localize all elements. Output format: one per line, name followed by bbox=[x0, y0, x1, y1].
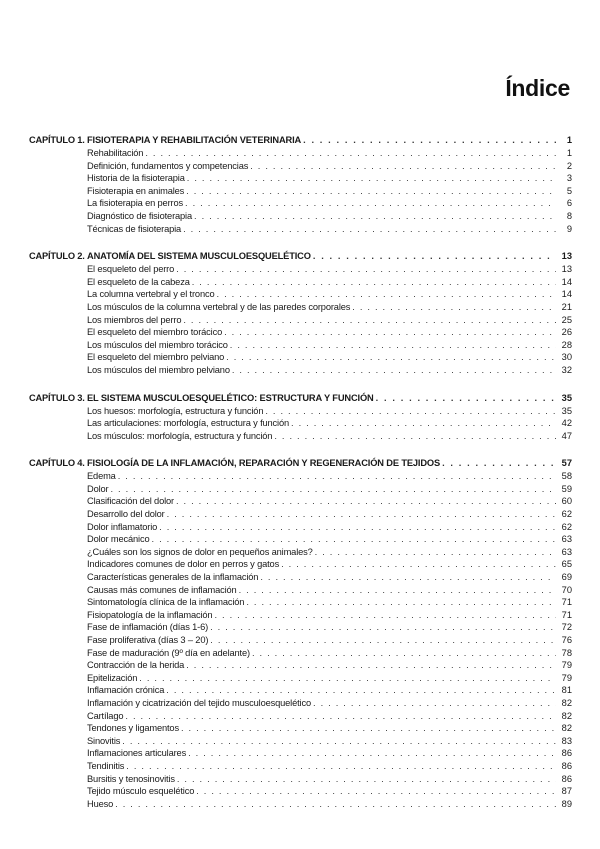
toc-entry[interactable] bbox=[29, 596, 572, 609]
chapter-page-number: 57 bbox=[561, 458, 572, 469]
dot-leader bbox=[145, 147, 556, 160]
entry-title: Fase de inflamación (días 1-6) bbox=[87, 622, 209, 633]
entry-page-number: 78 bbox=[561, 647, 572, 658]
entry-page-number: 8 bbox=[566, 210, 572, 221]
entry-title: Dolor inflamatorio bbox=[87, 521, 158, 532]
entry-title: Los músculos del miembro pelviano bbox=[87, 364, 230, 375]
dot-leader bbox=[196, 785, 556, 798]
dot-leader bbox=[122, 735, 556, 748]
toc-entry[interactable] bbox=[29, 760, 572, 773]
toc-entry[interactable] bbox=[29, 584, 572, 597]
dot-leader bbox=[159, 521, 556, 534]
dot-leader bbox=[260, 571, 556, 584]
entry-page-number: 82 bbox=[561, 697, 572, 708]
chapter-heading[interactable] bbox=[29, 250, 572, 263]
toc-entry[interactable] bbox=[29, 634, 572, 647]
entry-page-number: 9 bbox=[566, 223, 572, 234]
toc-entry[interactable] bbox=[29, 722, 572, 735]
dot-leader bbox=[232, 364, 556, 377]
entry-page-number: 71 bbox=[561, 609, 572, 620]
toc-entry[interactable] bbox=[29, 747, 572, 760]
entry-title: Los músculos del miembro torácico bbox=[87, 339, 228, 350]
toc-entry[interactable] bbox=[29, 735, 572, 748]
dot-leader bbox=[192, 276, 556, 289]
dot-leader bbox=[226, 351, 556, 364]
dot-leader bbox=[194, 210, 556, 223]
dot-leader bbox=[224, 326, 556, 339]
dot-leader bbox=[442, 457, 556, 470]
dot-leader bbox=[291, 417, 556, 430]
entry-title: El esqueleto del perro bbox=[87, 264, 175, 275]
page-title: Índice bbox=[505, 75, 570, 102]
chapter-section bbox=[29, 457, 572, 810]
toc-entry[interactable] bbox=[29, 609, 572, 622]
toc-entry[interactable] bbox=[29, 508, 572, 521]
chapter-section bbox=[29, 250, 572, 376]
entry-page-number: 82 bbox=[561, 710, 572, 721]
entry-page-number: 79 bbox=[561, 672, 572, 683]
chapter-section bbox=[29, 134, 572, 235]
chapter-section bbox=[29, 392, 572, 443]
toc-entry[interactable] bbox=[29, 621, 572, 634]
entry-page-number: 42 bbox=[561, 418, 572, 429]
entry-title: Cartílago bbox=[87, 710, 124, 721]
entry-title: ¿Cuáles son los signos de dolor en pequeños animales? bbox=[87, 546, 313, 557]
entry-title: Dolor mecánico bbox=[87, 534, 150, 545]
entry-title: Sintomatología clínica de la inflamación bbox=[87, 597, 245, 608]
chapter-label: CAPÍTULO 4. bbox=[29, 458, 85, 469]
toc-entry[interactable] bbox=[29, 364, 572, 377]
entry-page-number: 60 bbox=[561, 496, 572, 507]
entry-page-number: 86 bbox=[561, 760, 572, 771]
entry-title: La columna vertebral y el tronco bbox=[87, 289, 215, 300]
entry-title: El esqueleto del miembro torácico bbox=[87, 327, 223, 338]
dot-leader bbox=[246, 596, 556, 609]
dot-leader bbox=[183, 314, 556, 327]
dot-leader bbox=[110, 483, 556, 496]
dot-leader bbox=[217, 288, 557, 301]
toc-entry[interactable] bbox=[29, 210, 572, 223]
entry-title: Tendones y ligamentos bbox=[87, 723, 179, 734]
chapter-title: FISIOTERAPIA Y REHABILITACIÓN VETERINARIA bbox=[87, 135, 302, 145]
entry-page-number: 62 bbox=[561, 509, 572, 520]
entry-page-number: 59 bbox=[561, 483, 572, 494]
dot-leader bbox=[176, 495, 556, 508]
dot-leader bbox=[186, 185, 556, 198]
dot-leader bbox=[176, 263, 556, 276]
dot-leader bbox=[177, 773, 556, 786]
toc-entry[interactable] bbox=[29, 571, 572, 584]
dot-leader bbox=[352, 301, 556, 314]
entry-page-number: 47 bbox=[561, 430, 572, 441]
dot-leader bbox=[376, 392, 556, 405]
entry-page-number: 2 bbox=[566, 160, 572, 171]
entry-page-number: 1 bbox=[566, 148, 572, 158]
entry-page-number: 70 bbox=[561, 584, 572, 595]
entry-page-number: 87 bbox=[561, 786, 572, 797]
toc-entry[interactable] bbox=[29, 495, 572, 508]
dot-leader bbox=[126, 760, 556, 773]
entry-title: Inflamación crónica bbox=[87, 685, 165, 696]
entry-page-number: 79 bbox=[561, 660, 572, 671]
dot-leader bbox=[210, 634, 556, 647]
entry-page-number: 81 bbox=[561, 685, 572, 696]
toc-entry[interactable] bbox=[29, 533, 572, 546]
toc-entry[interactable] bbox=[29, 351, 572, 364]
toc-entry[interactable] bbox=[29, 430, 572, 443]
entry-title: Técnicas de fisioterapia bbox=[87, 223, 182, 234]
toc-entry[interactable] bbox=[29, 470, 572, 483]
entry-page-number: 71 bbox=[561, 597, 572, 608]
chapter-heading[interactable] bbox=[29, 457, 572, 470]
entry-title: Bursitis y tenosinovitis bbox=[87, 773, 175, 784]
toc-entry[interactable] bbox=[29, 659, 572, 672]
chapter-page-number: 35 bbox=[561, 392, 572, 403]
entry-title: Sinovitis bbox=[87, 735, 121, 746]
table-of-contents bbox=[29, 134, 572, 825]
entry-title: Características generales de la inflamación bbox=[87, 572, 259, 583]
dot-leader bbox=[303, 134, 556, 147]
entry-title: Fisioterapia en animales bbox=[87, 185, 185, 196]
entry-title: Inflamaciones articulares bbox=[87, 748, 187, 759]
entry-title: Inflamación y cicatrización del tejido musculoesquelético bbox=[87, 697, 311, 708]
chapter-heading[interactable] bbox=[29, 392, 572, 405]
entry-page-number: 14 bbox=[561, 276, 572, 287]
chapter-title: FISIOLOGÍA DE LA INFLAMACIÓN, REPARACIÓN Y REGENERACIÓN DE TEJIDOS bbox=[87, 458, 441, 469]
toc-entry[interactable] bbox=[29, 160, 572, 173]
entry-page-number: 13 bbox=[561, 264, 572, 275]
entry-title: Clasificación del dolor bbox=[87, 496, 174, 507]
entry-page-number: 35 bbox=[561, 405, 572, 416]
toc-entry[interactable] bbox=[29, 697, 572, 710]
dot-leader bbox=[115, 798, 556, 811]
entry-title: Rehabilitación bbox=[87, 148, 144, 158]
dot-leader bbox=[187, 172, 556, 185]
toc-entry[interactable] bbox=[29, 263, 572, 276]
entry-title: Epitelización bbox=[87, 672, 138, 683]
toc-entry[interactable] bbox=[29, 326, 572, 339]
entry-page-number: 86 bbox=[561, 748, 572, 759]
entry-page-number: 28 bbox=[561, 339, 572, 350]
entry-page-number: 6 bbox=[566, 198, 572, 209]
dot-leader bbox=[214, 609, 556, 622]
dot-leader bbox=[239, 584, 556, 597]
entry-page-number: 65 bbox=[561, 559, 572, 570]
entry-title: El esqueleto de la cabeza bbox=[87, 276, 190, 287]
entry-page-number: 26 bbox=[561, 327, 572, 338]
entry-title: Diagnóstico de fisioterapia bbox=[87, 210, 192, 221]
entry-title: Indicadores comunes de dolor en perros y gatos bbox=[87, 559, 280, 570]
entry-title: Definición, fundamentos y competencias bbox=[87, 160, 249, 171]
entry-title: Los huesos: morfología, estructura y función bbox=[87, 405, 264, 416]
toc-entry[interactable] bbox=[29, 172, 572, 185]
entry-page-number: 3 bbox=[566, 173, 572, 184]
toc-entry[interactable] bbox=[29, 521, 572, 534]
entry-title: Los miembros del perro bbox=[87, 314, 182, 325]
entry-title: Las articulaciones: morfología, estructura y función bbox=[87, 418, 290, 429]
dot-leader bbox=[167, 508, 556, 521]
dot-leader bbox=[313, 250, 556, 263]
dot-leader bbox=[181, 722, 556, 735]
chapter-title: EL SISTEMA MUSCULOESQUELÉTICO: ESTRUCTURA Y FUNCIÓN bbox=[87, 392, 374, 403]
entry-title: Hueso bbox=[87, 798, 114, 809]
entry-page-number: 72 bbox=[561, 622, 572, 633]
chapter-label: CAPÍTULO 3. bbox=[29, 392, 85, 403]
toc-entry[interactable] bbox=[29, 223, 572, 236]
entry-title: Dolor bbox=[87, 483, 109, 494]
toc-entry[interactable] bbox=[29, 301, 572, 314]
entry-title: Fase de maduración (9º día en adelante) bbox=[87, 647, 250, 658]
dot-leader bbox=[152, 533, 557, 546]
entry-page-number: 25 bbox=[561, 314, 572, 325]
toc-entry[interactable] bbox=[29, 339, 572, 352]
entry-title: Contracción de la herida bbox=[87, 660, 185, 671]
entry-page-number: 63 bbox=[561, 534, 572, 545]
dot-leader bbox=[230, 339, 556, 352]
dot-leader bbox=[166, 684, 556, 697]
dot-leader bbox=[265, 405, 556, 418]
entry-title: Fase proliferativa (días 3 – 20) bbox=[87, 635, 209, 645]
dot-leader bbox=[252, 647, 556, 660]
toc-entry[interactable] bbox=[29, 773, 572, 786]
entry-page-number: 21 bbox=[561, 301, 572, 312]
entry-page-number: 5 bbox=[566, 185, 572, 196]
dot-leader bbox=[118, 470, 556, 483]
entry-title: Historia de la fisioterapia bbox=[87, 173, 185, 184]
chapter-label: CAPÍTULO 1. bbox=[29, 135, 85, 145]
toc-entry[interactable] bbox=[29, 405, 572, 418]
dot-leader bbox=[250, 160, 556, 173]
dot-leader bbox=[210, 621, 556, 634]
entry-page-number: 63 bbox=[561, 546, 572, 557]
toc-entry[interactable] bbox=[29, 314, 572, 327]
toc-entry[interactable] bbox=[29, 417, 572, 430]
chapter-label: CAPÍTULO 2. bbox=[29, 251, 85, 262]
dot-leader bbox=[185, 197, 556, 210]
dot-leader bbox=[313, 697, 556, 710]
toc-entry[interactable] bbox=[29, 785, 572, 798]
chapter-page-number: 1 bbox=[566, 135, 572, 145]
dot-leader bbox=[125, 710, 556, 723]
entry-page-number: 30 bbox=[561, 352, 572, 363]
chapter-title: ANATOMÍA DEL SISTEMA MUSCULOESQUELÉTICO bbox=[87, 251, 311, 262]
toc-entry[interactable] bbox=[29, 276, 572, 289]
entry-title: Causas más comunes de inflamación bbox=[87, 584, 237, 595]
toc-entry[interactable] bbox=[29, 483, 572, 496]
entry-page-number: 83 bbox=[561, 735, 572, 746]
toc-entry[interactable] bbox=[29, 185, 572, 198]
dot-leader bbox=[183, 223, 556, 236]
toc-entry[interactable] bbox=[29, 147, 572, 160]
entry-page-number: 69 bbox=[561, 572, 572, 583]
entry-title: Los músculos: morfología, estructura y función bbox=[87, 430, 273, 441]
entry-title: Desarrollo del dolor bbox=[87, 509, 165, 520]
dot-leader bbox=[274, 430, 556, 443]
toc-entry[interactable] bbox=[29, 647, 572, 660]
toc-entry[interactable] bbox=[29, 197, 572, 210]
dot-leader bbox=[188, 747, 556, 760]
chapter-heading[interactable] bbox=[29, 134, 572, 147]
entry-title: Fisiopatología de la inflamación bbox=[87, 609, 213, 620]
entry-page-number: 89 bbox=[561, 798, 572, 809]
entry-title: Tejido músculo esquelético bbox=[87, 786, 195, 797]
dot-leader bbox=[139, 672, 556, 685]
entry-page-number: 82 bbox=[561, 723, 572, 734]
toc-entry[interactable] bbox=[29, 710, 572, 723]
entry-title: Tendinitis bbox=[87, 760, 125, 771]
chapter-page-number: 13 bbox=[561, 251, 572, 262]
entry-title: La fisioterapia en perros bbox=[87, 198, 183, 209]
entry-page-number: 14 bbox=[561, 289, 572, 300]
dot-leader bbox=[186, 659, 556, 672]
entry-page-number: 62 bbox=[561, 521, 572, 532]
entry-title: Los músculos de la columna vertebral y de las paredes corporales bbox=[87, 301, 351, 312]
toc-entry[interactable] bbox=[29, 546, 572, 559]
toc-entry[interactable] bbox=[29, 798, 572, 811]
entry-page-number: 86 bbox=[561, 773, 572, 784]
toc-entry[interactable] bbox=[29, 558, 572, 571]
entry-page-number: 58 bbox=[561, 471, 572, 482]
entry-page-number: 76 bbox=[561, 635, 572, 645]
dot-leader bbox=[281, 558, 556, 571]
entry-title: Edema bbox=[87, 471, 116, 482]
entry-page-number: 32 bbox=[561, 364, 572, 375]
toc-entry[interactable] bbox=[29, 672, 572, 685]
toc-entry[interactable] bbox=[29, 684, 572, 697]
toc-entry[interactable] bbox=[29, 288, 572, 301]
entry-title: El esqueleto del miembro pelviano bbox=[87, 352, 225, 363]
dot-leader bbox=[315, 546, 556, 559]
